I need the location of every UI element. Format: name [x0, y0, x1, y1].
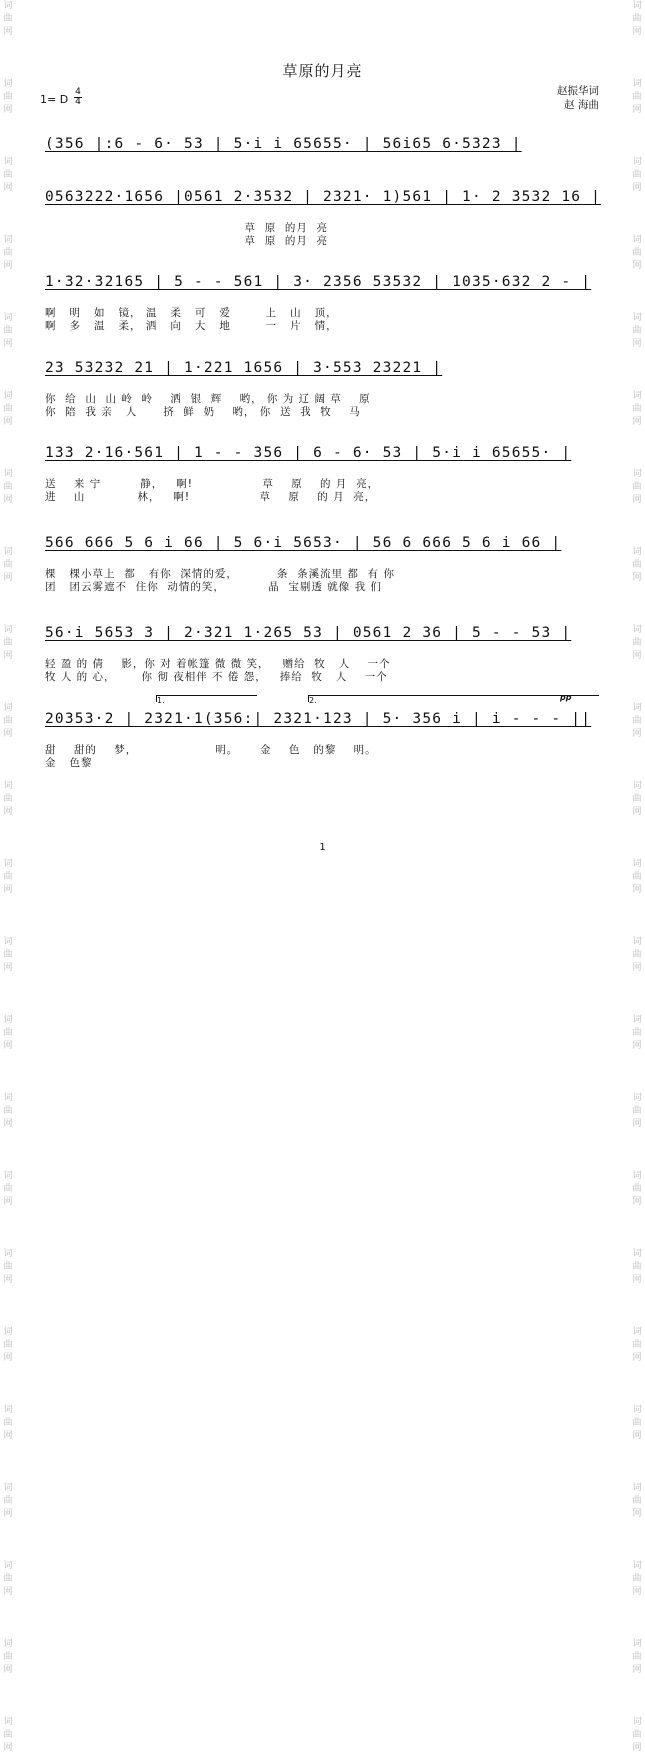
song-title: 草原的月亮: [282, 62, 363, 80]
jianpu-notes: 0563222·1656 |0561 2·3532 | 2321· 1)561 | 1· 2 3532 16 |: [45, 189, 602, 205]
lyric-line: 牧 人 的 心， 你 彻 夜相伴 不 倦 怨， 捧给 牧 人 一个: [45, 671, 388, 683]
lyric-line: 草 原 的月 亮: [45, 222, 329, 234]
lyric-line: 金 色黎: [45, 757, 93, 769]
dynamic-marking: pp: [560, 693, 572, 702]
page-number: 1: [319, 842, 326, 853]
lyric-line: 你 陪 我 亲 人 挤 鲜 奶 哟， 你 送 我 牧 马: [45, 406, 361, 418]
notation-line: [40, 356, 605, 381]
notation-line: [40, 132, 605, 157]
volta-second-ending: 2.: [308, 695, 599, 702]
time-signature: 4 4: [75, 87, 81, 107]
lyric-line: 团 团云雾遮不 住你 动情的笑， 晶 宝剔透 就像 我 们: [45, 581, 382, 593]
lyricist: 赵振华词: [557, 85, 599, 97]
jianpu-notes: 56·i 5653 3 | 2·321 1·265 53 | 0561 2 36 | 5 - - 53 |: [45, 625, 572, 641]
notation-line: [40, 270, 605, 295]
key-signature: 1= D: [40, 93, 69, 106]
jianpu-notes: 23 53232 21 | 1·221 1656 | 3·553 23221 |: [45, 360, 443, 376]
notation-line: [40, 621, 605, 646]
lyric-line: 轻 盈 的 倩 影，你 对 着帐篷 微 微 笑， 赠给 牧 人 一个: [45, 658, 391, 670]
jianpu-notes: 133 2·16·561 | 1 - - 356 | 6 - 6· 53 | 5·i i 65655· |: [45, 445, 572, 461]
jianpu-notes: 566 666 5 6 i 66 | 5 6·i 5653· | 56 6 666 5 6 i 66 |: [45, 535, 562, 551]
lyric-line: 啊 多 温 柔， 洒 向 大 地 一 片 情，: [45, 320, 338, 332]
notation-line: [40, 707, 605, 732]
notation-line: [40, 441, 605, 466]
jianpu-notes: (356 |:6 - 6· 53 | 5·i i 65655· | 56i65 6·5323 |: [45, 136, 522, 152]
lyric-line: 草 原 的月 亮: [45, 235, 329, 247]
lyric-line: 送 来 宁 静， 啊! 草 原 的 月 亮，: [45, 478, 380, 490]
volta-first-ending: 1.: [156, 695, 257, 702]
lyric-line: 甜 甜的 梦， 明。 金 色 的黎 明。: [45, 744, 377, 756]
notation-line: [40, 185, 605, 210]
jianpu-notes: 20353·2 | 2321·1(356:| 2321·123 | 5· 356 i | i - - - ||: [45, 711, 592, 727]
notation-line: [40, 531, 605, 556]
lyric-line: 进 山 林， 啊! 草 原 的 月 亮，: [45, 491, 377, 503]
lyric-line: 啊 明 如 镜， 温 柔 可 爱 上 山 顶，: [45, 307, 338, 319]
lyric-line: 你 给 山 山 岭 岭 洒 银 辉 哟， 你 为 辽 阔 草 原: [45, 393, 371, 405]
jianpu-notes: 1·32·32165 | 5 - - 561 | 3· 2356 53532 | 1035·632 2 - |: [45, 274, 592, 290]
lyric-line: 棵 棵小草上 都 有你 深情的爱， 条 条溪流里 都 有 你: [45, 568, 395, 580]
watermark-right: 词 曲 网 词 曲 网 词 曲 网 词 曲 网 词 曲 网 词 曲 网 词 曲 网 词 曲 网 词 曲 网 词 曲 网 词 曲 网 词 曲 网 词 曲 网 词 曲 网 词 曲 网 词 曲 网 词 曲 网 词 曲 网 词 曲 网 词 曲 网 词 曲 网 词 曲 网 词 曲 网: [632, 1, 642, 1753]
watermark-left: 词 曲 网 词 曲 网 词 曲 网 词 曲 网 词 曲 网 词 曲 网 词 曲 网 词 曲 网 词 曲 网 词 曲 网 词 曲 网 词 曲 网 词 曲 网 词 曲 网 词 曲 网 词 曲 网 词 曲 网 词 曲 网 词 曲 网 词 曲 网 词 曲 网 词 曲 网 词 曲 网: [3, 1, 13, 1753]
composer: 赵 海曲: [564, 99, 599, 111]
